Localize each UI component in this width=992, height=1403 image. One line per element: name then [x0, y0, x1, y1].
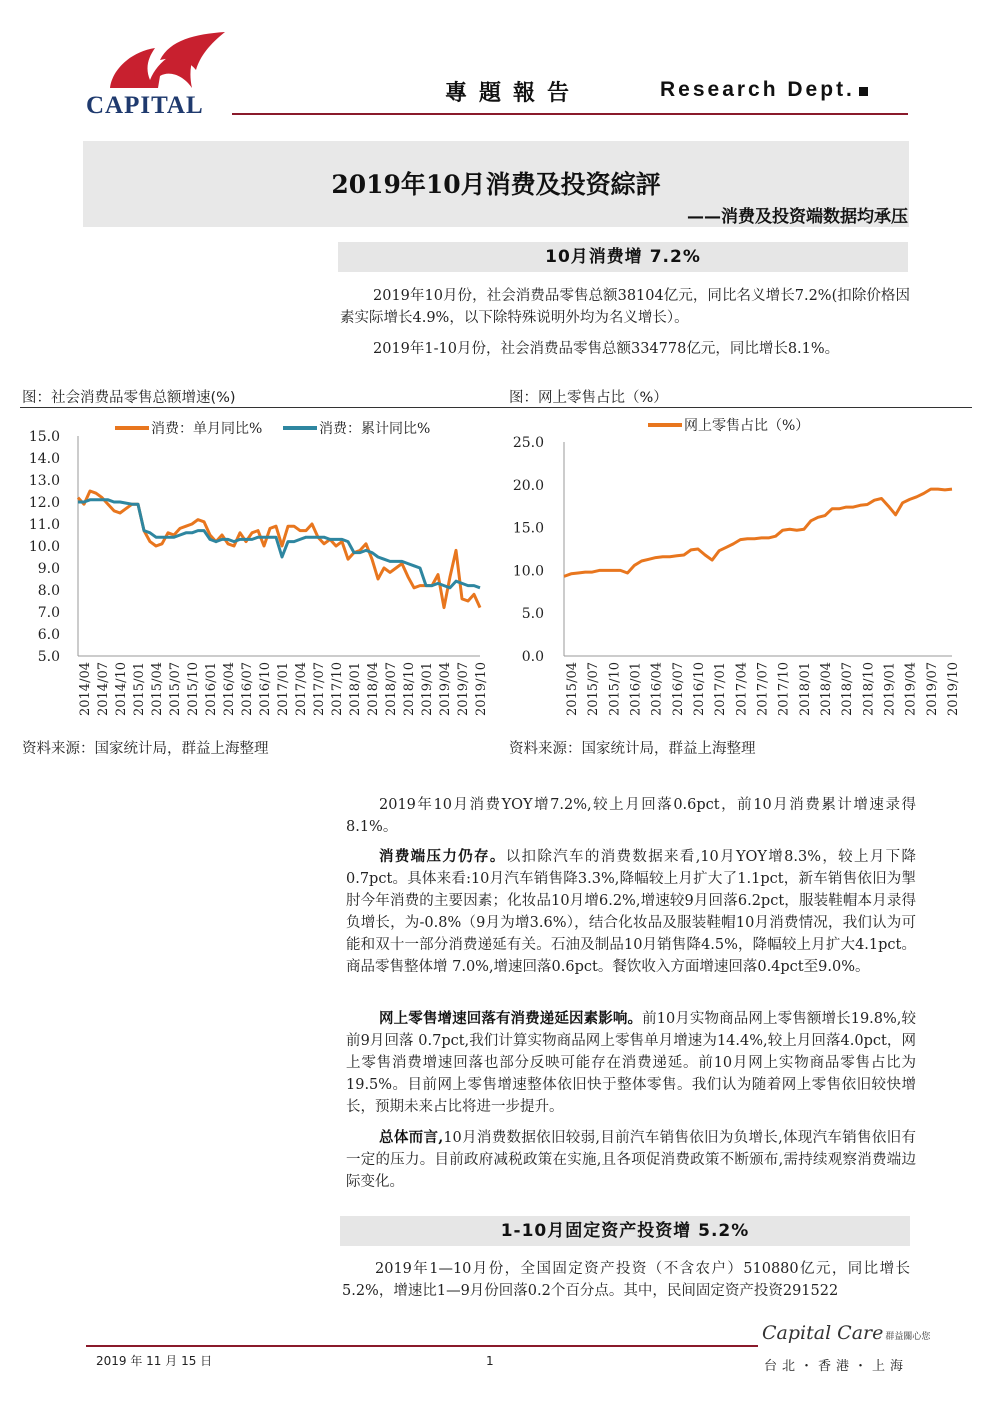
x-tick-label: 2018/07: [384, 662, 399, 717]
y-tick-label: 15.0: [512, 520, 544, 537]
x-tick-label: 2019/10: [946, 662, 961, 717]
x-tick-label: 2018/10: [402, 662, 417, 717]
paragraph-lead: 总体而言,: [379, 1129, 444, 1146]
x-tick-label: 2016/04: [649, 662, 665, 717]
paragraph-text: 10月消费数据依旧较弱,目前汽车销售依旧为负增长,体现汽车销售依旧有一定的压力。目前政府减税政策在实施,且各项促消费政策不断颁布,需持续观察消费端边际变化。: [346, 1130, 916, 1190]
x-tick-label: 2014/04: [78, 662, 93, 717]
x-tick-label: 2018/04: [366, 662, 381, 717]
x-tick-label: 2018/01: [348, 662, 363, 717]
x-tick-label: 2015/10: [186, 662, 201, 717]
x-tick-label: 2016/10: [692, 662, 708, 717]
x-tick-label: 2017/07: [312, 662, 327, 717]
y-tick-label: 6.0: [37, 627, 60, 643]
y-tick-label: 7.0: [37, 605, 60, 621]
x-tick-label: 2019/04: [438, 662, 453, 717]
x-tick-label: 2016/04: [222, 662, 237, 717]
y-tick-label: 10.0: [28, 539, 60, 555]
chart-divider: [20, 407, 972, 408]
capital-logo-icon: [100, 30, 240, 94]
section-heading-investment: 1-10月固定资产投资增 5.2%: [340, 1216, 910, 1246]
x-tick-label: 2017/01: [276, 662, 291, 717]
y-tick-label: 15.0: [28, 429, 60, 445]
x-tick-label: 2017/10: [330, 662, 345, 717]
header-title-cn: 專題報告: [445, 81, 582, 106]
body-paragraph-3: 2019年10月消费YOY增7.2%,较上月回落0.6pct，前10月消费累计增速录得8.1%。: [346, 797, 916, 835]
y-tick-label: 0.0: [521, 649, 544, 665]
y-tick-label: 14.0: [28, 451, 60, 467]
paragraph-lead: 网上零售增速回落有消费递延因素影响。: [379, 1010, 643, 1027]
x-tick-label: 2016/10: [258, 662, 273, 717]
header-rule: [232, 113, 908, 115]
footer-rule: [86, 1345, 758, 1347]
chart-right-caption: 图：网上零售占比（%）: [509, 390, 668, 406]
consumption-growth-chart: [0, 410, 500, 730]
x-tick-label: 2016/07: [670, 662, 686, 717]
x-tick-label: 2019/01: [420, 662, 435, 717]
chart-left-source: 资料来源：国家统计局，群益上海整理: [22, 741, 269, 757]
x-tick-label: 2018/01: [797, 662, 813, 717]
x-tick-label: 2017/10: [776, 662, 792, 717]
x-tick-label: 2017/04: [734, 662, 750, 717]
x-tick-label: 2015/10: [607, 662, 623, 717]
x-tick-label: 2016/07: [240, 662, 255, 717]
section1-paragraph-1: 2019年10月份，社会消费品零售总额38104亿元，同比名义增长7.2%(扣除价格因素实际增长4.9%，以下除特殊说明外均为名义增长）。: [340, 288, 910, 326]
y-tick-label: 11.0: [28, 517, 60, 533]
section2-paragraph-1: 2019年1—10月份，全国固定资产投资（不含农户）510880亿元，同比增长5.2%，增速比1—9月份回落0.2个百分点。其中，民间固定资产投资291522: [342, 1261, 910, 1299]
x-tick-label: 2015/07: [168, 662, 183, 717]
y-tick-label: 8.0: [37, 583, 60, 599]
y-tick-label: 9.0: [37, 561, 60, 577]
x-tick-label: 2018/10: [861, 662, 877, 717]
x-tick-label: 2014/07: [96, 662, 111, 717]
paragraph-lead: 消费端压力仍存。: [379, 848, 506, 865]
y-tick-label: 5.0: [521, 606, 544, 623]
x-tick-label: 2017/04: [294, 662, 309, 717]
x-tick-label: 2015/01: [132, 662, 147, 717]
x-tick-label: 2019/10: [474, 662, 489, 717]
y-tick-label: 13.0: [28, 473, 60, 489]
footer-cities: 台北・香港・上海: [764, 1359, 909, 1374]
legend-label: 消费：单月同比%: [151, 421, 263, 437]
y-tick-label: 10.0: [512, 563, 544, 580]
page-number: 1: [486, 1354, 494, 1368]
series-line-2: [78, 500, 480, 588]
y-tick-label: 5.0: [37, 649, 60, 665]
body-paragraph-6: [346, 1127, 916, 1193]
x-tick-label: 2015/04: [150, 662, 165, 717]
chart-left-caption: 图：社会消费品零售总额增速(%): [22, 390, 236, 406]
paragraph-text: 以扣除汽车的消费数据来看,10月YOY增8.3%，较上月下降0.7pct。具体来看:10月汽车销售降3.3%,降幅较上月扩大了1.1pct，新车销售依旧为掣肘今年消费的主要因素；化妆品10月增6.2%,增速较9月回落6.2pct，服装鞋帽本月录得负增长，为-0.8%（9月为增3.6%），结合化妆品及服装鞋帽10月消费情况，我们认为可能和双十一部分消费递延有关。石油及制品10月销售降4.5%，降幅较上月扩大4.1pct。商品零售整体增 7.0%,增速回落0.6pct。餐饮收入方面增速回落0.4pct至9.0%。: [346, 849, 916, 975]
online-retail-share-chart: [496, 410, 972, 730]
legend-label: 网上零售占比（%）: [684, 418, 810, 434]
x-tick-label: 2016/01: [204, 662, 219, 717]
y-tick-label: 20.0: [512, 477, 544, 494]
x-tick-label: 2017/07: [755, 662, 771, 717]
chart-right-source: 资料来源：国家统计局，群益上海整理: [509, 741, 756, 757]
section-heading-consumption: 10月消费增 7.2%: [338, 242, 908, 272]
x-tick-label: 2019/07: [456, 662, 471, 717]
paragraph-text: 前10月实物商品网上零售额增长19.8%,较前9月回落 0.7pct,我们计算实物商品网上零售单月增速为14.4%,较上月回落4.0pct，网上零售消费增速回落也部分反映可能存在消费递延。前10月网上实物商品零售占比为 19.5%。目前网上零售增速整体依旧快于整体零售。我们认为随着网上零售依旧较快增长，预期未来占比将进一步提升。: [346, 1011, 917, 1115]
y-tick-label: 12.0: [28, 495, 60, 511]
series-line-1: [564, 489, 952, 576]
header-title-en: Research Dept.: [660, 78, 868, 102]
legend-label: 消费：累计同比%: [319, 421, 431, 437]
x-tick-label: 2018/07: [840, 662, 856, 717]
y-tick-label: 25.0: [512, 435, 544, 451]
report-title: 2019年10月消费及投资綜評: [331, 170, 661, 199]
x-tick-label: 2019/01: [882, 662, 898, 717]
section1-paragraph-2: 2019年1-10月份，社会消费品零售总额334778亿元，同比增长8.1%。: [373, 341, 840, 357]
square-icon: [859, 87, 868, 96]
x-tick-label: 2016/01: [628, 662, 644, 717]
report-subtitle: ——消费及投资端数据均承压: [687, 207, 908, 227]
x-tick-label: 2017/01: [713, 662, 729, 717]
logo-text: CAPITAL: [86, 92, 204, 119]
x-tick-label: 2019/07: [924, 662, 940, 717]
x-tick-label: 2015/07: [586, 662, 602, 717]
footer-brand: Capital Care 群益關心您: [762, 1322, 931, 1344]
x-tick-label: 2018/04: [819, 662, 835, 717]
footer-date: 2019 年 11 月 15 日: [96, 1354, 213, 1368]
x-tick-label: 2019/04: [903, 662, 919, 717]
body-paragraph-4: [346, 846, 916, 978]
body-paragraph-5: [346, 1008, 916, 1118]
x-tick-label: 2014/10: [114, 662, 129, 717]
x-tick-label: 2015/04: [565, 662, 581, 717]
